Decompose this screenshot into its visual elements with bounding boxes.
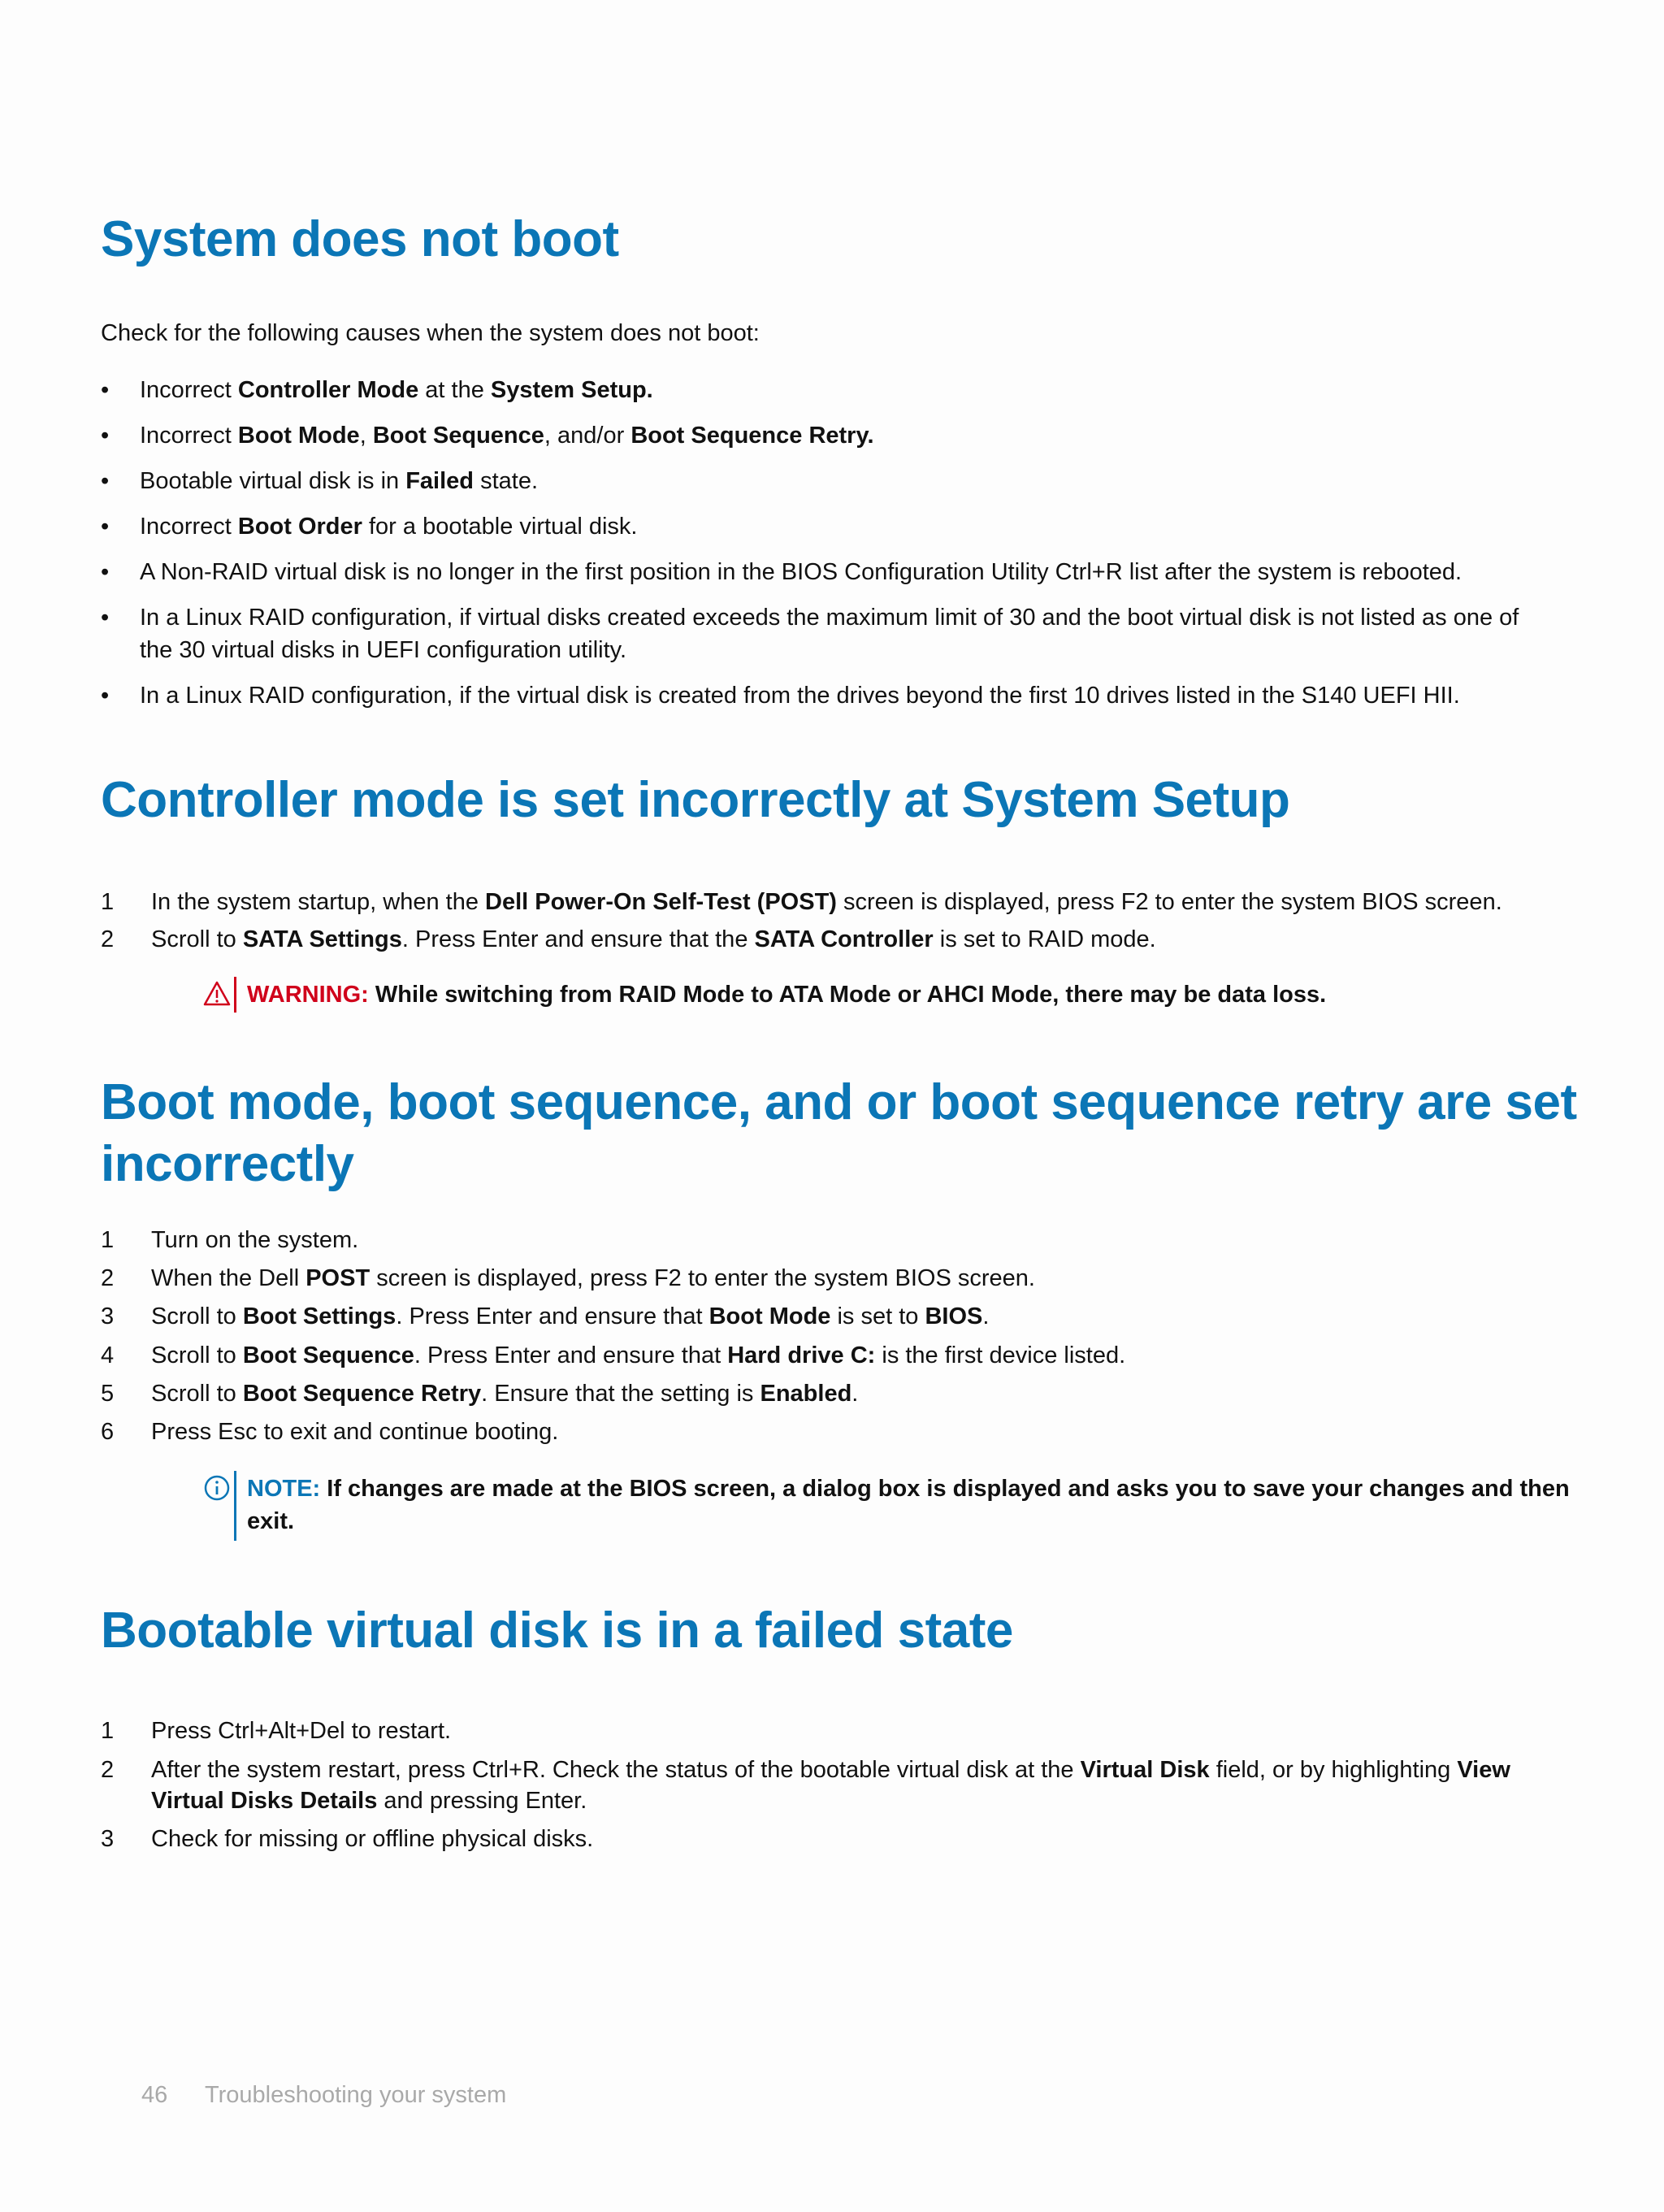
bullet-icon: • — [101, 377, 110, 403]
info-circle-icon — [203, 1474, 231, 1502]
note-text: If changes are made at the BIOS screen, a dialog box is displayed and asks you to save your changes and then — [320, 1476, 1570, 1502]
note-text-line2: exit. — [247, 1508, 295, 1534]
warning-label: WARNING: — [247, 982, 369, 1008]
bullet-icon: • — [101, 683, 110, 709]
page-number: 46 — [141, 2082, 168, 2108]
note-label: NOTE: — [247, 1476, 321, 1502]
warning-triangle-icon — [203, 980, 231, 1008]
heading-controller-mode: Controller mode is set incorrectly at System Setup — [101, 772, 1290, 828]
page-footer — [141, 2079, 506, 2111]
heading-system-does-not-boot: System does not boot — [101, 211, 619, 267]
callout-divider — [234, 1471, 236, 1541]
bullet-icon: • — [101, 468, 110, 494]
heading-boot-mode-line2: incorrectly — [101, 1136, 354, 1192]
bullet-icon: • — [101, 514, 110, 540]
footer-section-title: Troubleshooting your system — [205, 2082, 507, 2108]
bullet-icon: • — [101, 605, 110, 631]
heading-bootable-virtual-disk: Bootable virtual disk is in a failed state — [101, 1603, 1013, 1659]
callout-divider — [234, 977, 236, 1013]
heading-boot-mode: Boot mode, boot sequence, and or boot sequence retry are set — [101, 1074, 1577, 1130]
bullet-icon: • — [101, 559, 110, 585]
intro-text: Check for the following causes when the system does not boot: — [101, 320, 760, 346]
warning-text: While switching from RAID Mode to ATA Mode or AHCI Mode, there may be data loss. — [368, 982, 1327, 1008]
bullet-icon: • — [101, 423, 110, 449]
document-page: System does not boot Check for the following causes when the system does not boot: • Incorrect Controller Mode at the System Setup. • Incorrect Boot Mode, Boot Sequence, and/or Boot Sequence Retry. • Bootable virtual disk is in Failed state. • Incorrect Boot Order for a bootable virtual disk. • A Non-RAID virtual disk is no longer in the first position in the BIOS Configuration Utility Ctrl+R list after the system is rebooted. • In a Linux RAID configuration, if virtual disks created exceeds the maximum limit of 30 and the boot virtual disk is not listed as one of the 30 virtual disks in UEFI configuration utility. • In a Linux RAID configuration, if the virtual disk is created from the drives beyond the first 10 drives listed in the S140 UEFI HII. Controller mode is set incorrectly at System Setup 1 In the system startup, when the Dell Power-On Self-Test (POST) screen is displayed, press F2 to enter the system BIOS screen. 2 Scroll to SATA Settings. Press Enter and ensure that the SATA Controller is set to RAID mode. WARNING: While switching from RAID Mode to ATA Mode or AHCI Mode, there may be data loss. Boot mode, boot sequence, and or boot sequence retry are set incorrectly 1 Turn on the system. 2 When the Dell POST screen is displayed, press F2 to enter the system BIOS screen. 3 Scroll to Boot Settings. Press Enter and ensure that Boot Mode is set to BIOS. 4 Scroll to Boot Sequence. Press Enter and ensure that Hard drive C: is the first device listed. 5 Scroll to Boot Sequence Retry. Ensure that the setting is Enabled. 6 Press Esc to exit and continue booting. NOTE: If changes are made at the BIOS screen, a dialog box is displayed and asks you to save your changes and then exit. Bootable virtual disk is in a failed state 1 Press Ctrl+Alt+Del to restart. 2 After the system restart, press Ctrl+R. Check the status of the bootable virtual disk at the Virtual Disk field, or by highlighting View Virtual Disks Details and pressing Enter. 3 Check for missing or offline physical disks. 46 Troubleshooting your system — [0, 0, 1664, 2212]
